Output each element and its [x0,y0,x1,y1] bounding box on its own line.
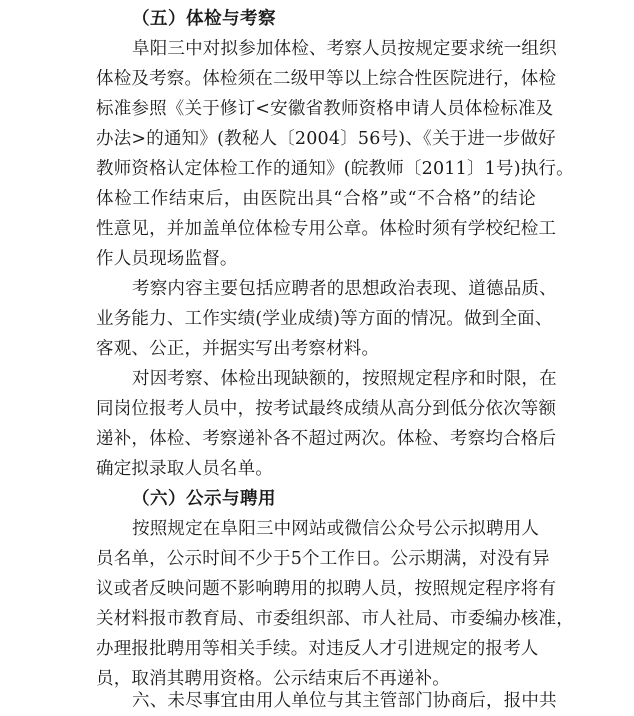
paragraph-line: 办理报批聘用等相关手续。对违反人才引进规定的报考人 [96,639,539,659]
paragraph-line: 关材料报市教育局、市委组织部、市人社局、市委编办核准， [96,609,574,629]
paragraph-line: 六、未尽事宜由用人单位与其主管部门协商后，报中共 [132,691,557,711]
section-heading-publicity-employment: （六）公示与聘用 [132,489,276,509]
paragraph-line: 递补，体检、考察递补各不超过两次。体检、考察均合格后 [96,429,557,449]
paragraph-line: 员名单，公示时间不少于5个工作日。公示期满，对没有异 [96,549,550,569]
paragraph-line: 阜阳三中对拟参加体检、考察人员按规定要求统一组织 [132,39,557,59]
paragraph-line: 业务能力、工作实绩(学业成绩)等方面的情况。做到全面、 [96,309,553,329]
paragraph-line: 按照规定在阜阳三中网站或微信公众号公示拟聘用人 [132,519,540,539]
paragraph-line: 员，取消其聘用资格。公示结束后不再递补。 [96,669,450,689]
paragraph-line: 标准参照《关于修订<安徽省教师资格申请人员体检标准及 [96,99,554,119]
paragraph-line: 考察内容主要包括应聘者的思想政治表现、道德品质、 [132,279,557,299]
section-heading-physical-exam: （五）体检与考察 [132,9,276,29]
paragraph-line: 对因考察、体检出现缺额的，按照规定程序和时限，在 [132,369,557,389]
paragraph-line: 作人员现场监督。 [96,249,238,269]
paragraph-line: 客观、公正，并据实写出考察材料。 [96,339,380,359]
paragraph-line: 体检及考察。体检须在二级甲等以上综合性医院进行，体检 [96,69,557,89]
paragraph-line: 性意见，并加盖单位体检专用公章。体检时须有学校纪检工 [96,219,557,239]
paragraph-line: 同岗位报考人员中，按考试最终成绩从高分到低分依次等额 [96,399,557,419]
paragraph-line: 教师资格认定体检工作的通知》(皖教师〔2011〕1号)执行。 [96,159,574,179]
paragraph-line: 办法>的通知》(教秘人〔2004〕56号)、《关于进一步做好 [96,129,556,149]
paragraph-line: 体检工作结束后，由医院出具“合格”或“不合格”的结论 [96,189,536,209]
paragraph-line: 议或者反映问题不影响聘用的拟聘人员，按照规定程序将有 [96,579,557,599]
paragraph-line: 确定拟录取人员名单。 [96,459,273,479]
